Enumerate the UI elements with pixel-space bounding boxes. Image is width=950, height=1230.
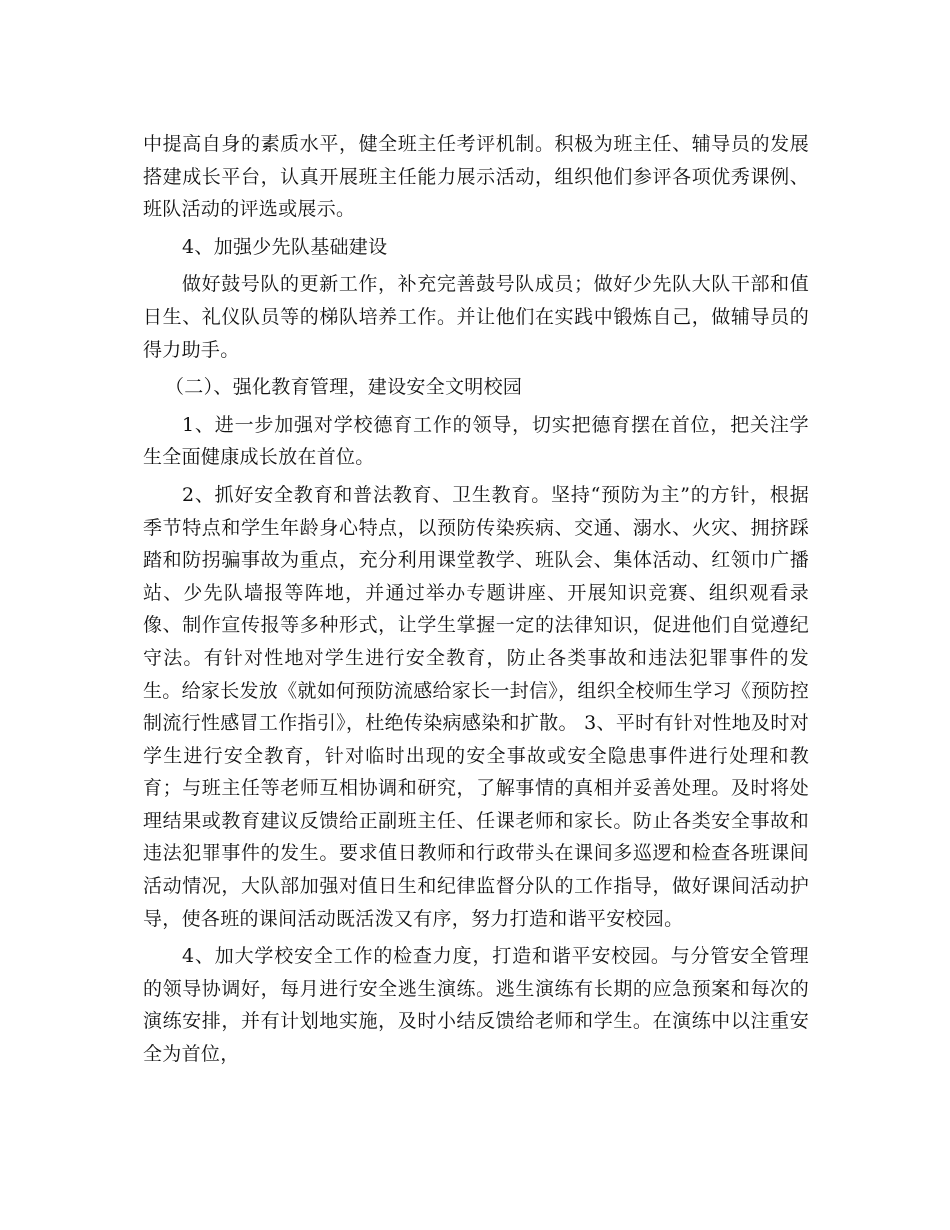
paragraph-continuation: 中提高自身的素质水平，健全班主任考评机制。积极为班主任、辅导员的发展搭建成长平台，认真开展班主任能力展示活动，组织他们参评各项优秀课例、班队活动的评选或展示。 [143,133,809,221]
paragraph-moral-education: 1、进一步加强对学校德育工作的领导，切实把德育摆在首位，把关注学生全面健康成长放在首位。 [143,413,809,469]
paragraph-safety-education: 2、抓好安全教育和普法教育、卫生教育。坚持“预防为主”的方针，根据季节特点和学生年龄身心特点，以预防传染疾病、交通、溺水、火灾、拥挤踩踏和防拐骗事故为重点，充分利用课堂教学、班队会、集体活动、红领巾广播站、少先队墙报等阵地，并通过举办专题讲座、开展知识竞赛、组织观看录像、制作宣传报等多种形式，让学生掌握一定的法律知识，促进他们自觉遵纪守法。有针对性地对学生进行安全教育，防止各类事故和违法犯罪事件的发生。给家长发放《就如何预防流感给家长一封信》，组织全校师生学习《预防控制流行性感冒工作指引》，杜绝传染病感染和扩散。 3、平时有针对性地及时对学生进行安全教育，针对临时出现的安全事故或安全隐患事件进行处理和教育；与班主任等老师互相协调和研究，了解事情的真相并妥善处理。及时将处理结果或教育建议反馈给正副班主任、任课老师和家长。防止各类安全事故和违法犯罪事件的发生。要求值日教师和行政带头在课间多巡逻和检查各班课间活动情况，大队部加强对值日生和纪律监督分队的工作指导，做好课间活动护导，使各班的课间活动既活泼又有序，努力打造和谐平安校园。 [143,483,810,930]
paragraph-drum-team: 做好鼓号队的更新工作，补充完善鼓号队成员；做好少先队大队干部和值日生、礼仪队员等的梯队培养工作。并让他们在实践中锻炼自己，做辅导员的得力助手。 [143,273,809,361]
section-heading-safety: （二）、强化教育管理，建设安全文明校园 [165,376,523,399]
section-heading-pioneers: 4、加强少先队基础建设 [182,235,388,258]
paragraph-safety-inspection: 4、加大学校安全工作的检查力度，打造和谐平安校园。与分管安全管理的领导协调好，每月进行安全逃生演练。逃生演练有长期的应急预案和每次的演练安排，并有计划地实施，及时小结反馈给老师和学生。在演练中以注重安全为首位， [143,945,809,1066]
document-body [143,128,809,1071]
